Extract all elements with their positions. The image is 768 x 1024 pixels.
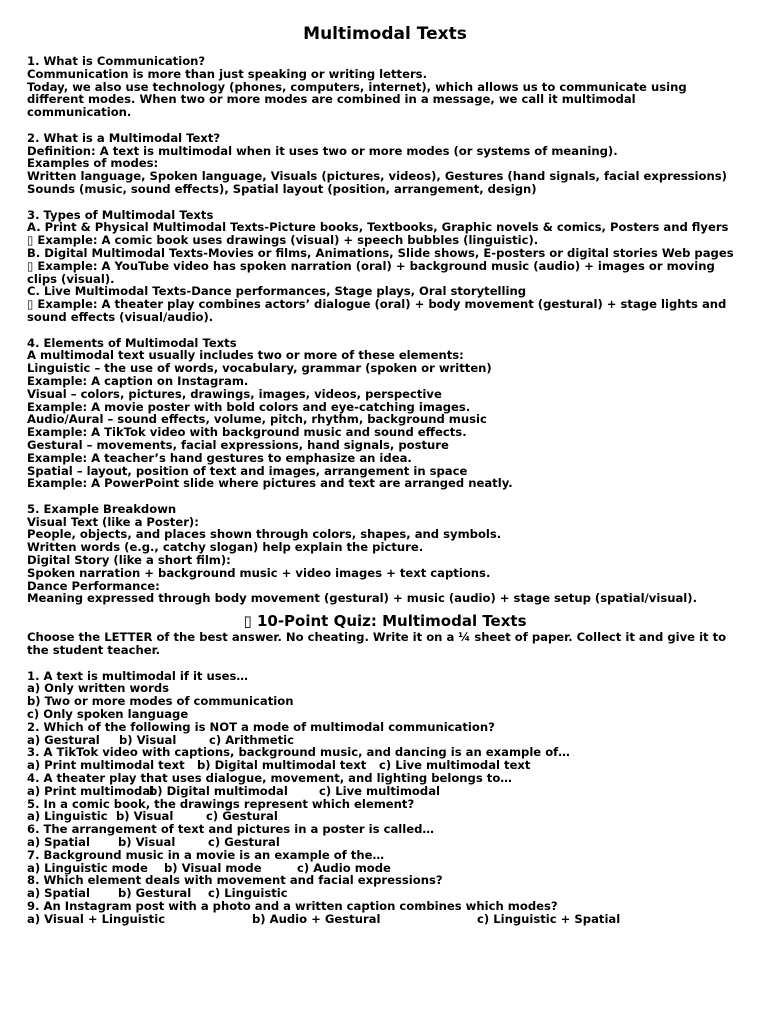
section-line: Meaning expressed through body movement (gestural) + music (audio) + stage setup (spatial/visual). — [27, 591, 697, 606]
question-text: 5. In a comic book, the drawings represent which element? — [27, 796, 415, 811]
page-title: Multimodal Texts — [303, 24, 467, 44]
answer-option: b) Visual mode — [164, 860, 262, 875]
answer-option: a) Gestural — [27, 732, 100, 747]
answer-option: a) Linguistic mode — [27, 860, 148, 875]
section-line: Examples of modes: — [27, 156, 159, 171]
section-line: Audio/Aural – sound effects, volume, pitch, rhythm, background music — [27, 412, 487, 427]
answer-option: b) Gestural — [118, 886, 192, 901]
section-line: ▯ Example: A theater play combines actors’ dialogue (oral) + body movement (gestural) + stage lights and sound effects (visual/audio). — [27, 297, 731, 324]
answer-option: c) Linguistic + Spatial — [477, 911, 621, 926]
question-text: 2. Which of the following is NOT a mode of multimodal communication? — [27, 719, 495, 734]
section-line: Example: A movie poster with bold colors and eye-catching images. — [27, 399, 471, 414]
answer-option: b) Visual — [119, 732, 177, 747]
section-line: ▯ Example: A YouTube video has spoken narration (oral) + background music (audio) + images or moving clips (visual). — [27, 258, 719, 286]
section-line: Written language, Spoken language, Visuals (pictures, videos), Gestures (hand signals, facial expressions) — [27, 169, 727, 184]
answer-option: b) Two or more modes of communication — [27, 694, 294, 709]
answer-option: b) Digital multimodal text — [197, 758, 367, 773]
section-line: A. Print & Physical Multimodal Texts-Picture books, Textbooks, Graphic novels & comics, Posters and flyers — [27, 220, 729, 235]
quiz-question-6 — [27, 823, 743, 849]
section-heading: 5. Example Breakdown — [27, 501, 177, 516]
quiz-question-2 — [27, 721, 743, 747]
section-line: Visual Text (like a Poster): — [27, 514, 199, 529]
section-line: Sounds (music, sound effects), Spatial layout (position, arrangement, design) — [27, 181, 537, 196]
answer-option: c) Only spoken language — [27, 707, 189, 722]
answer-option: a) Linguistic — [27, 809, 108, 824]
section-line: Example: A PowerPoint slide where pictures and text are arranged neatly. — [27, 476, 513, 491]
section-heading: 3. Types of Multimodal Texts — [27, 207, 214, 222]
answer-options-row — [27, 785, 743, 798]
answer-option: c) Live multimodal text — [379, 758, 531, 773]
answer-option: b) Visual — [116, 809, 174, 824]
answer-option: c) Live multimodal — [319, 783, 440, 798]
document-page — [27, 22, 743, 926]
section-line: Visual – colors, pictures, drawings, images, videos, perspective — [27, 386, 442, 401]
answer-option: a) Spatial — [27, 886, 90, 901]
question-text: 7. Background music in a movie is an example of the… — [27, 847, 385, 862]
section-line: Linguistic – the use of words, vocabulary, grammar (spoken or written) — [27, 361, 492, 376]
answer-option: a) Visual + Linguistic — [27, 911, 166, 926]
answer-option: a) Only written words — [27, 681, 170, 696]
quiz-question-9 — [27, 900, 743, 926]
section-heading: 2. What is a Multimodal Text? — [27, 130, 221, 145]
quiz-question-4 — [27, 772, 743, 798]
section-line: Example: A caption on Instagram. — [27, 373, 249, 388]
question-text: 6. The arrangement of text and pictures in a poster is called… — [27, 822, 434, 837]
section-line: Written words (e.g., catchy slogan) help explain the picture. — [27, 540, 424, 555]
answer-option: c) Linguistic — [208, 886, 288, 901]
answer-options-row — [27, 913, 743, 926]
section-line: Gestural – movements, facial expressions, hand signals, posture — [27, 437, 449, 452]
section-line: Example: A TikTok video with background music and sound effects. — [27, 425, 467, 440]
section-line: A multimodal text usually includes two or more of these elements: — [27, 348, 464, 363]
quiz-instructions: Choose the LETTER of the best answer. No cheating. Write it on a ¼ sheet of paper. Collect it and give it to the student teacher. — [27, 630, 731, 658]
question-text: 9. An Instagram post with a photo and a written caption combines which modes? — [27, 899, 558, 913]
section-line: Spoken narration + background music + video images + text captions. — [27, 565, 491, 580]
question-text: 8. Which element deals with movement and facial expressions? — [27, 873, 443, 888]
answer-option: b) Visual — [118, 835, 176, 850]
answer-option: c) Audio mode — [297, 860, 391, 875]
section-3 — [27, 209, 743, 337]
section-line: B. Digital Multimodal Texts-Movies or films, Animations, Slide shows, E-posters or digital stories Web pages — [27, 245, 734, 260]
answer-options-row — [27, 836, 743, 849]
answer-option: a) Spatial — [27, 835, 90, 850]
section-line: C. Live Multimodal Texts-Dance performances, Stage plays, Oral storytelling — [27, 284, 527, 299]
sections — [27, 55, 743, 605]
answer-option: b) Digital multimodal — [149, 783, 288, 798]
section-line: Example: A teacher’s hand gestures to emphasize an idea. — [27, 450, 412, 465]
section-4 — [27, 337, 743, 503]
section-heading: 4. Elements of Multimodal Texts — [27, 335, 237, 350]
section-line: Communication is more than just speaking or writing letters. — [27, 66, 427, 81]
answer-option: c) Gestural — [206, 809, 278, 824]
answer-option: c) Arithmetic — [209, 732, 295, 747]
section-5 — [27, 503, 743, 605]
answer-option: b) Audio + Gestural — [252, 911, 381, 926]
section-line: Spatial – layout, position of text and images, arrangement in space — [27, 463, 468, 478]
quiz-question-1 — [27, 670, 743, 721]
section-line: Definition: A text is multimodal when it uses two or more modes (or systems of meaning). — [27, 143, 618, 158]
section-line: Dance Performance: — [27, 578, 160, 593]
quiz-question-5 — [27, 798, 743, 824]
quiz-title: ▯ 10-Point Quiz: Multimodal Texts — [243, 612, 527, 631]
answer-option: c) Gestural — [208, 835, 280, 850]
section-line: Today, we also use technology (phones, computers, internet), which allows us to communicate using different modes. When two or more modes are combined in a message, we call it multimodal communication. — [27, 79, 691, 120]
section-line: ▯ Example: A comic book uses drawings (visual) + speech bubbles (linguistic). — [27, 233, 539, 248]
quiz-questions — [27, 670, 743, 926]
answer-option: a) Print multimodal — [27, 783, 155, 798]
section-heading: 1. What is Communication? — [27, 54, 206, 68]
section-1 — [27, 55, 743, 132]
question-text: 3. A TikTok video with captions, background music, and dancing is an example of… — [27, 745, 570, 760]
question-text: 4. A theater play that uses dialogue, movement, and lighting belongs to… — [27, 771, 512, 786]
question-text: 1. A text is multimodal if it uses… — [27, 668, 249, 683]
section-2 — [27, 132, 743, 209]
quiz-question-7 — [27, 849, 743, 875]
section-line: People, objects, and places shown through colors, shapes, and symbols. — [27, 527, 502, 542]
quiz-question-8 — [27, 874, 743, 900]
answer-option: a) Print multimodal text — [27, 758, 185, 773]
quiz-question-3 — [27, 746, 743, 772]
section-line: Digital Story (like a short film): — [27, 553, 231, 568]
